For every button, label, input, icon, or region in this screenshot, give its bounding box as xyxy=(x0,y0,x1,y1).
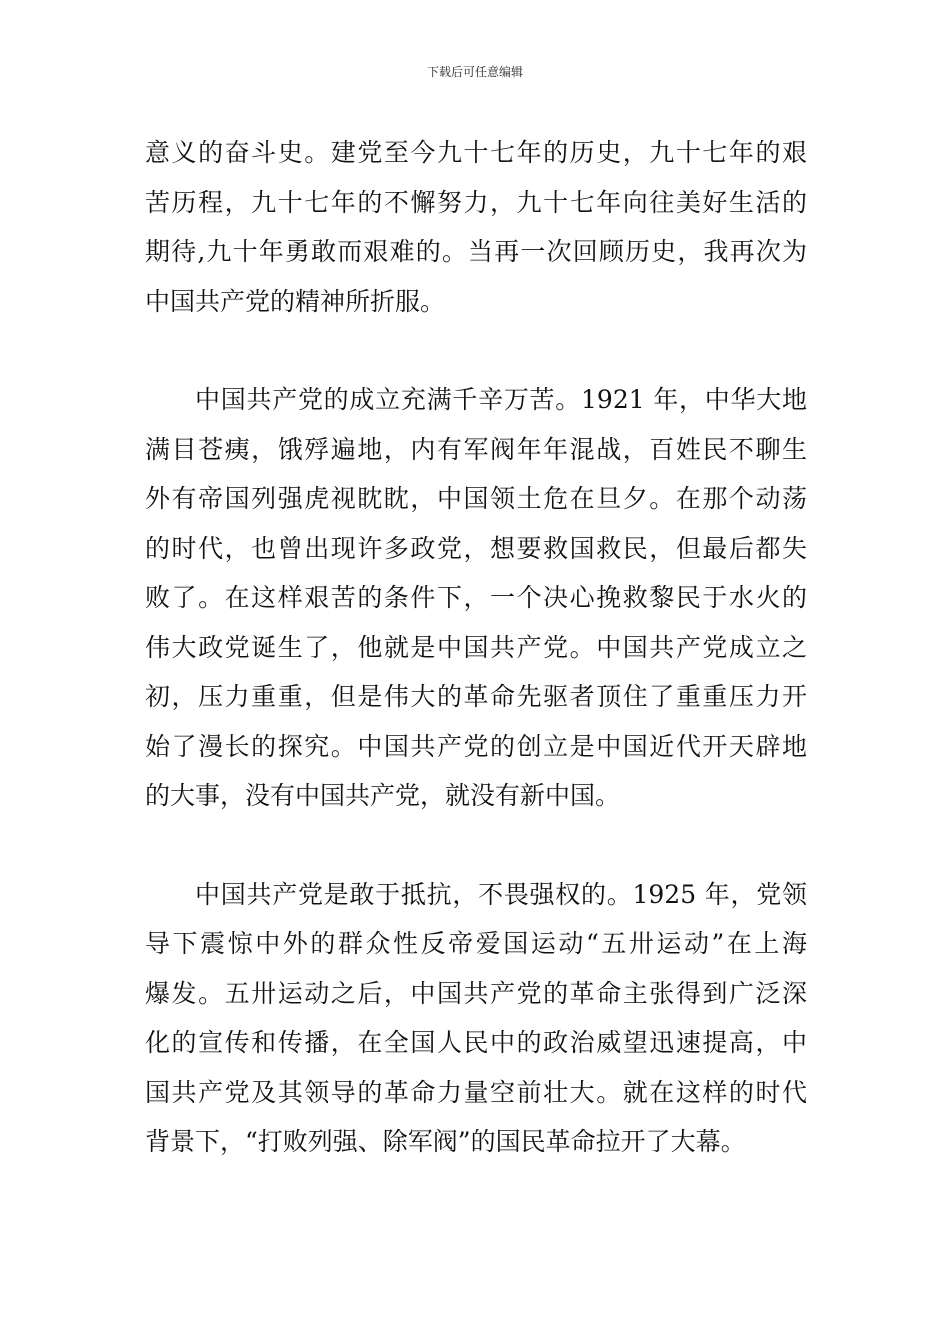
text-line: 外有帝国列强虎视眈眈，中国领土危在旦夕。在那个动荡 xyxy=(145,484,807,513)
text-line: 意义的奋斗史。建党至今九十七年的历史，九十七年的艰 xyxy=(145,138,807,167)
text-line: 伟大政党诞生了，他就是中国共产党。中国共产党成立之 xyxy=(145,632,807,662)
paragraph-3 xyxy=(145,870,807,1167)
paragraph-2 xyxy=(145,375,807,821)
text-line: 的大事，没有中国共产党，就没有新中国。 xyxy=(145,781,621,810)
text-line: 中国共产党的精神所折服。 xyxy=(145,286,446,316)
document-body xyxy=(145,128,807,1167)
paragraph-spacer xyxy=(145,326,807,375)
text-line: 化的宣传和传播，在全国人民中的政治威望迅速提高，中 xyxy=(145,1028,807,1057)
text-line: 国共产党及其领导的革命力量空前壮大。就在这样的时代 xyxy=(145,1077,807,1107)
text-line: 苦历程，九十七年的不懈努力，九十七年向往美好生活的 xyxy=(145,187,807,217)
text-line: 背景下，“打败列强、除军阀”的国民革命拉开了大幕。 xyxy=(145,1127,746,1156)
text-line: 满目苍痍，饿殍遍地，内有军阀年年混战，百姓民不聊生 xyxy=(145,434,807,464)
text-line: 爆发。五卅运动之后，中国共产党的革命主张得到广泛深 xyxy=(145,978,807,1008)
text-line: 中国共产党是敢于抵抗，不畏强权的。1925 年，党领 xyxy=(195,879,807,909)
paragraph-1 xyxy=(145,128,807,326)
text-line: 始了漫长的探究。中国共产党的创立是中国近代开天辟地 xyxy=(145,731,807,761)
page-header: 下载后可任意编辑 xyxy=(426,65,523,79)
text-line: 败了。在这样艰苦的条件下，一个决心挽救黎民于水火的 xyxy=(145,583,807,612)
text-line: 的时代，也曾出现许多政党，想要救国救民，但最后都失 xyxy=(145,533,807,563)
paragraph-spacer xyxy=(145,821,807,870)
text-line: 期待,九十年勇敢而艰难的。当再一次回顾历史，我再次为 xyxy=(145,237,807,266)
text-line: 导下震惊中外的群众性反帝爱国运动“五卅运动”在上海 xyxy=(145,929,807,958)
text-line: 初，压力重重，但是伟大的革命先驱者顶住了重重压力开 xyxy=(145,682,807,711)
text-line: 中国共产党的成立充满千辛万苦。1921 年，中华大地 xyxy=(195,385,807,414)
